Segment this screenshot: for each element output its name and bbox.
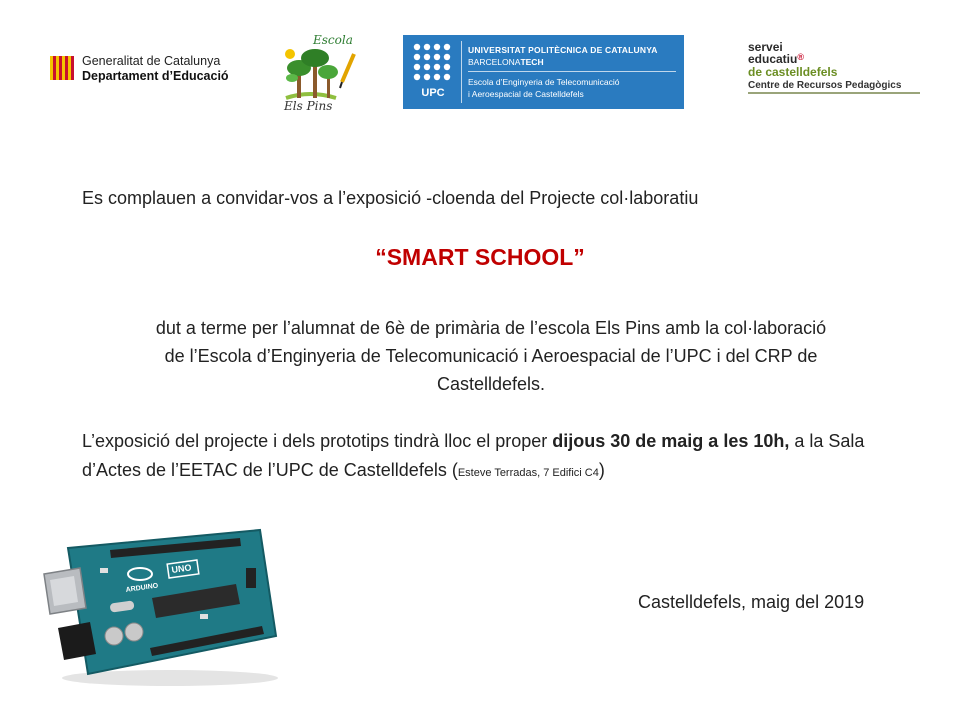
invitation-intro: Es complauen a convidar-vos a l’exposició -cloenda del Projecte col·laboratiu	[82, 188, 699, 208]
invitation-body-1	[60, 314, 922, 398]
body1-line2: de l’Escola d’Enginyeria de Telecomunicació i Aeroespacial de l’UPC i del CRP de	[164, 346, 818, 366]
crp-line3: de castelldefels	[748, 65, 838, 79]
els-pins-top-text: Escola	[313, 33, 353, 47]
event-address: Esteve Terradas, 7 Edifici C4	[457, 467, 599, 479]
crp-registered-mark: ®	[797, 52, 804, 62]
upc-line2	[468, 57, 544, 67]
upc-line2-a: BARCELONA	[468, 57, 521, 67]
upc-mark-text: UPC	[421, 87, 445, 99]
arduino-uno-icon	[40, 528, 288, 688]
logo-escola-els-pins	[280, 32, 360, 116]
body1-line3: Castelldefels.	[436, 374, 546, 394]
upc-line2-b: TECH	[520, 57, 544, 67]
senyera-icon	[50, 56, 74, 80]
project-title: “SMART SCHOOL”	[375, 244, 585, 270]
body1-line1: dut a terme per l’alumnat de 6è de primària de l’escola Els Pins amb la col·laboració	[155, 318, 827, 338]
pine-trees-icon	[280, 32, 360, 116]
logo-crp-castelldefels	[748, 40, 928, 96]
gencat-line1: Generalitat de Catalunya	[82, 54, 221, 68]
arduino-brand-text: ARDUINO	[125, 582, 159, 594]
crp-underline	[748, 92, 920, 94]
signoff-place-date: Castelldefels, maig del 2019	[638, 592, 865, 612]
gencat-line2: Departament d’Educació	[82, 69, 229, 83]
event-date: dijous 30 de maig a les 10h,	[552, 431, 790, 451]
upc-divider	[461, 41, 462, 103]
upc-separator	[468, 71, 676, 72]
body2-close: )	[598, 460, 605, 480]
upc-dots-icon	[411, 41, 455, 85]
crp-line4: Centre de Recursos Pedagògics	[748, 80, 902, 91]
crp-line1: servei	[748, 40, 783, 54]
arduino-board-image	[40, 528, 288, 688]
crp-line2	[748, 52, 804, 66]
arduino-model-text: UNO	[170, 562, 193, 575]
crp-line2-text: educatiu	[748, 52, 798, 66]
body2-part1: L’exposició del projecte i dels prototips tindrà lloc el proper	[82, 431, 553, 451]
upc-line3: Escola d’Enginyeria de Telecomunicació	[468, 77, 620, 87]
invitation-body-2	[82, 427, 922, 488]
els-pins-bottom-text: Els Pins	[284, 99, 333, 113]
logo-generalitat	[50, 52, 270, 86]
upc-line1: UNIVERSITAT POLITÈCNICA DE CATALUNYA	[468, 45, 658, 55]
body2-part2: a la Sala d’Actes de l’EETAC de l’UPC de Castelldefels (	[82, 431, 865, 480]
logo-upc	[403, 35, 684, 109]
upc-line4: i Aeroespacial de Castelldefels	[468, 89, 584, 99]
